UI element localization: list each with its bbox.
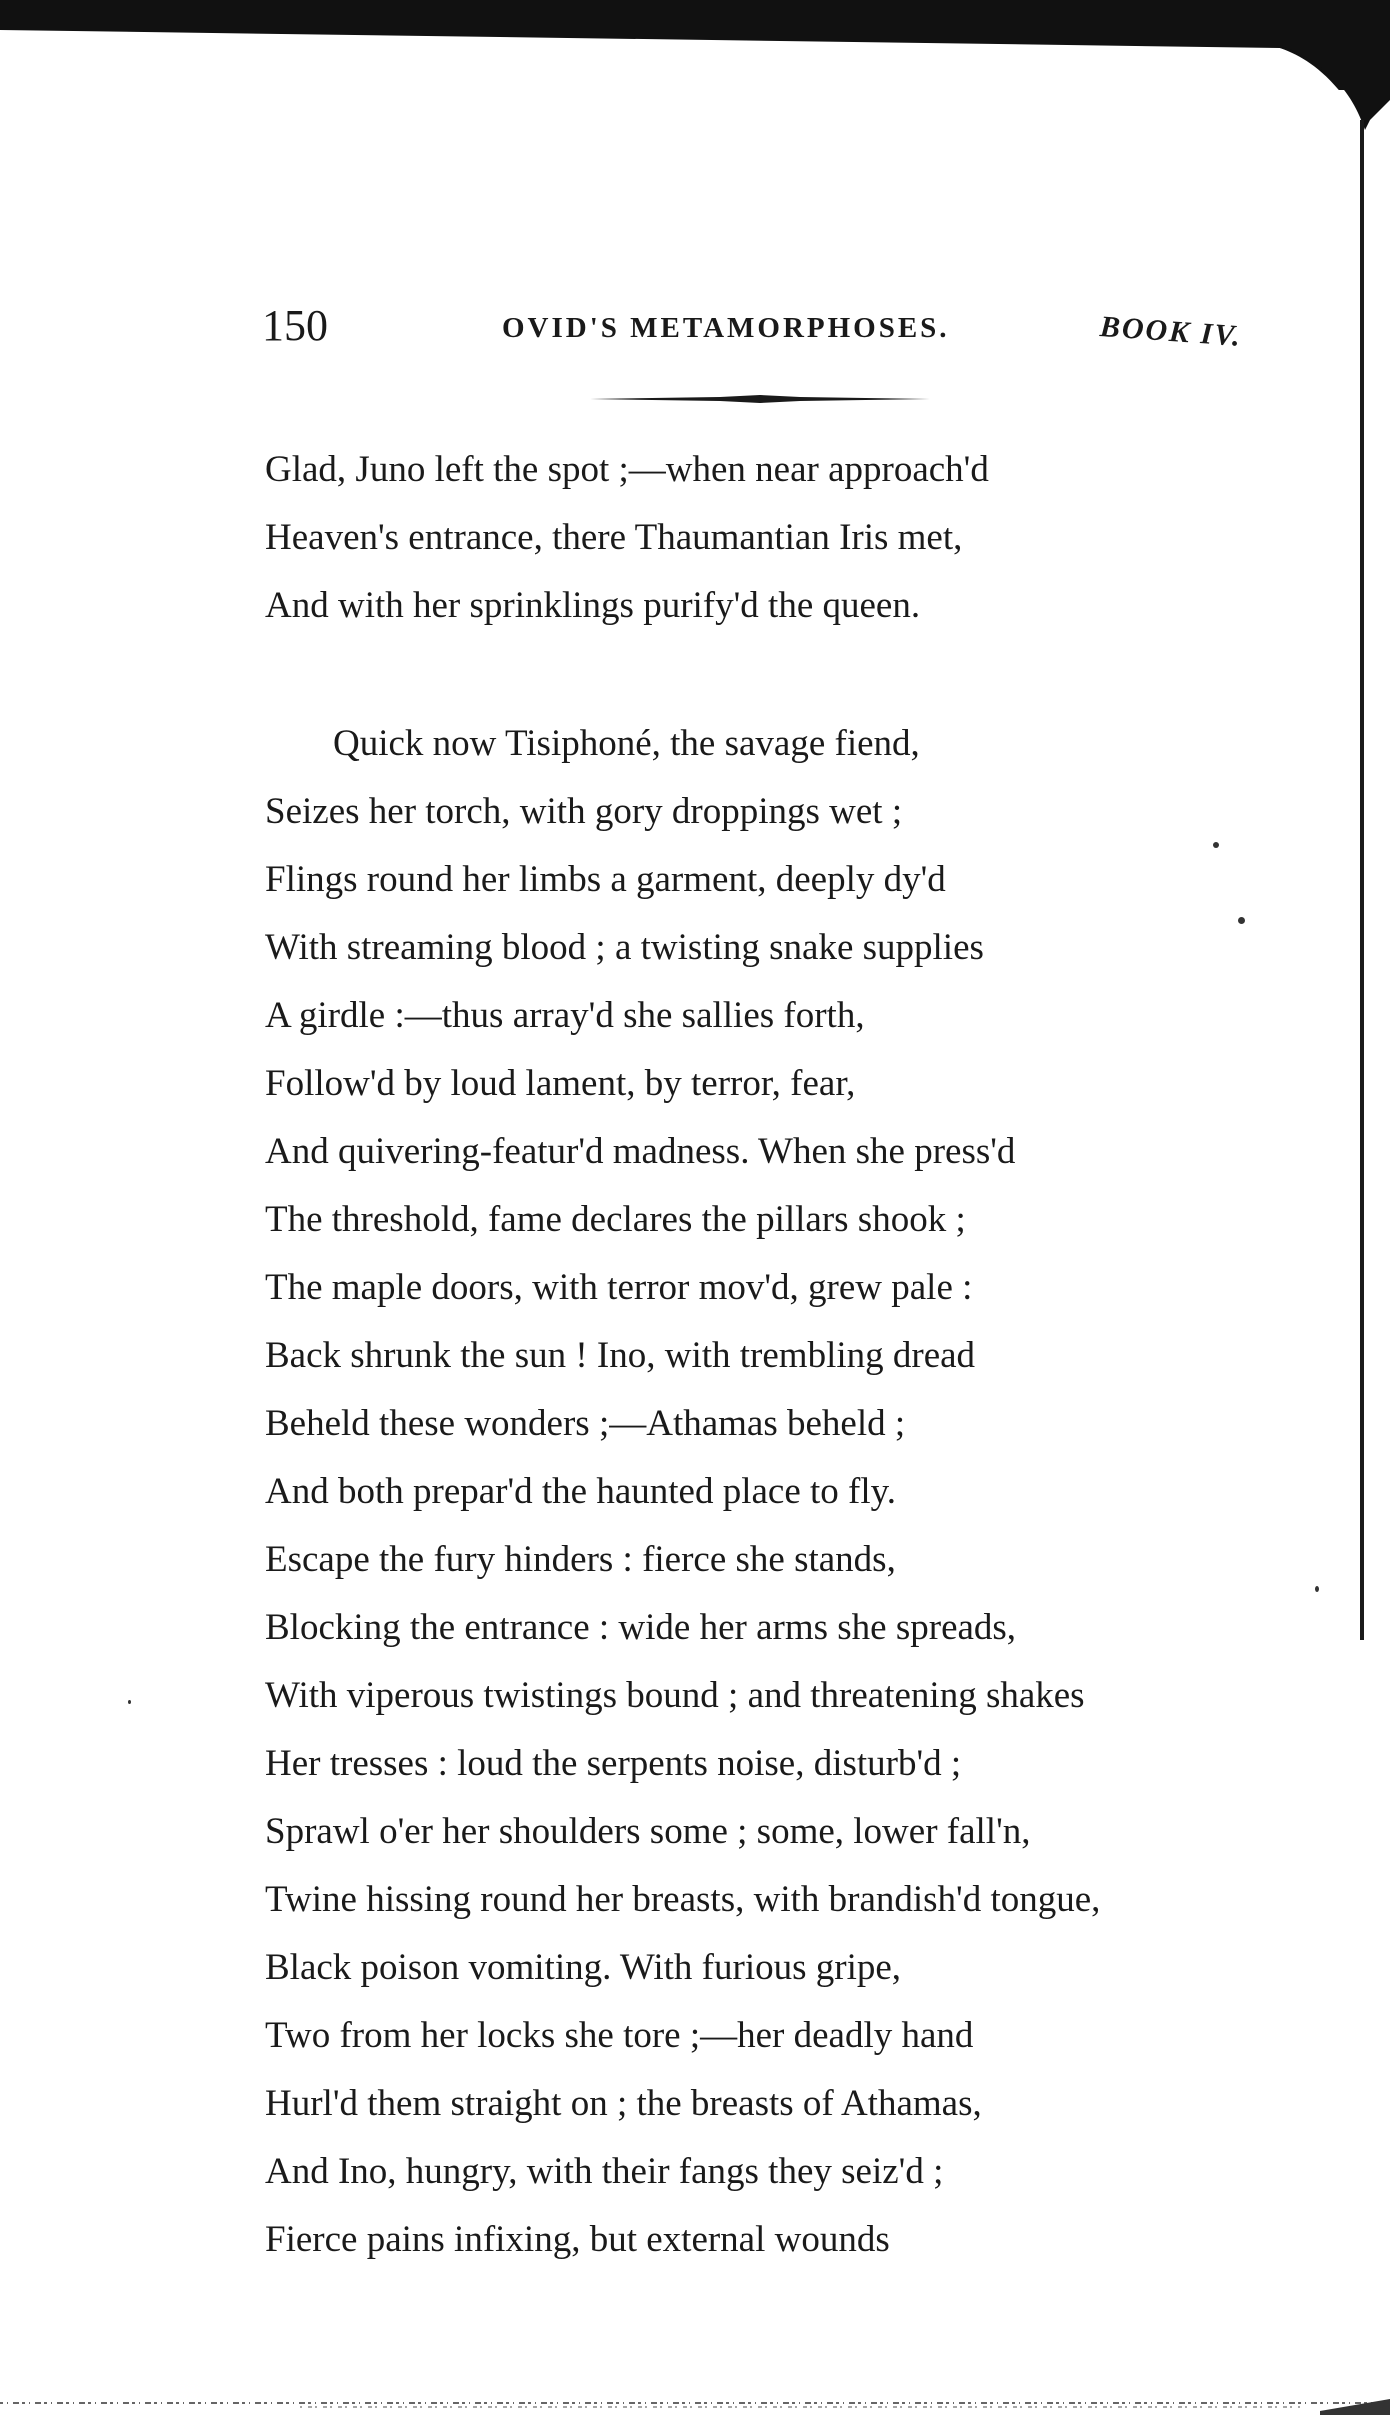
verse-line: Black poison vomiting. With furious gripe,: [265, 1947, 902, 1988]
verse-line: With streaming blood ; a twisting snake supplies: [265, 927, 984, 968]
page-header: [262, 300, 1262, 360]
verse-line: Blocking the entrance : wide her arms she spreads,: [265, 1607, 1017, 1648]
verse-line: Her tresses : loud the serpents noise, disturb'd ;: [265, 1743, 962, 1784]
page-number: 150: [262, 301, 328, 350]
verse-line: Glad, Juno left the spot ;—when near approach'd: [265, 449, 989, 490]
scan-corner-shadow: [1280, 0, 1390, 150]
verse-line: And with her sprinklings purify'd the queen.: [265, 585, 921, 626]
book-label: BOOK IV.: [1098, 310, 1244, 353]
running-title: OVID'S METAMORPHOSES.: [502, 312, 950, 344]
verse-line: And quivering-featur'd madness. When she press'd: [265, 1131, 1016, 1172]
verse-line: Fierce pains infixing, but external wounds: [265, 2219, 890, 2260]
verse-line: The threshold, fame declares the pillars shook ;: [265, 1199, 966, 1240]
verse-line: The maple doors, with terror mov'd, grew pale :: [265, 1267, 973, 1308]
page-edge-line: [1360, 120, 1364, 1640]
verse-line: Sprawl o'er her shoulders some ; some, lower fall'n,: [265, 1811, 1031, 1852]
verse-line: Beheld these wonders ;—Athamas beheld ;: [265, 1403, 906, 1444]
verse-line: Hurl'd them straight on ; the breasts of Athamas,: [265, 2083, 982, 2124]
verse-line: And Ino, hungry, with their fangs they seiz'd ;: [265, 2151, 944, 2192]
verse-line: Quick now Tisiphoné, the savage fiend,: [333, 723, 920, 764]
verse-line: Escape the fury hinders : fierce she stands,: [265, 1539, 896, 1580]
verse-line: Follow'd by loud lament, by terror, fear,: [265, 1063, 856, 1104]
verse-line: Heaven's entrance, there Thaumantian Iris met,: [265, 517, 963, 558]
verse-line: Two from her locks she tore ;—her deadly hand: [265, 2015, 974, 2056]
ink-speck: [128, 1700, 131, 1704]
verse-line: Seizes her torch, with gory droppings wet ;: [265, 791, 903, 832]
verse-line: Flings round her limbs a garment, deeply dy'd: [265, 859, 946, 900]
verse-stanza-1: [265, 436, 1325, 640]
verse-line: A girdle :—thus array'd she sallies forth,: [265, 995, 865, 1036]
verse-line: Back shrunk the sun ! Ino, with trembling dread: [265, 1335, 976, 1376]
verse-line: Twine hissing round her breasts, with brandish'd tongue,: [265, 1879, 1101, 1920]
scan-shadow-top: [0, 0, 1390, 90]
verse-line: With viperous twistings bound ; and threatening shakes: [265, 1675, 1085, 1716]
scan-speckle-bottom: [0, 2385, 1390, 2415]
verse-stanza-2: [265, 710, 1325, 2274]
header-ornamental-rule: [590, 394, 930, 404]
verse-line: And both prepar'd the haunted place to fly.: [265, 1471, 897, 1512]
